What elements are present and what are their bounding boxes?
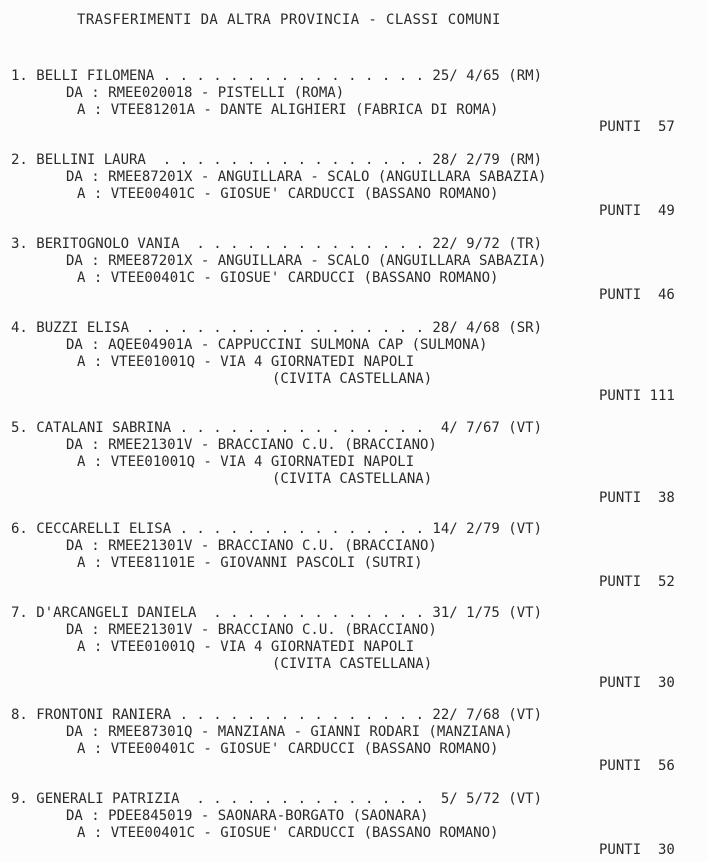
- entry-5-to-continued: (CIVITA CASTELLANA): [272, 471, 433, 487]
- entry-1-header: 1. BELLI FILOMENA . . . . . . . . . . . . . . . . 25/ 4/65 (RM): [11, 68, 543, 84]
- entry-6-points: PUNTI 52: [599, 574, 675, 590]
- entry-8-to: A : VTEE00401C - GIOSUE' CARDUCCI (BASSANO ROMANO): [77, 741, 499, 757]
- entry-5-header: 5. CATALANI SABRINA . . . . . . . . . . . . . . . 4/ 7/67 (VT): [11, 420, 543, 436]
- entry-9-from: DA : PDEE845019 - SAONARA-BORGATO (SAONARA): [66, 808, 429, 824]
- entry-8-points: PUNTI 56: [599, 758, 675, 774]
- entry-5-from: DA : RMEE21301V - BRACCIANO C.U. (BRACCIANO): [66, 437, 437, 453]
- entry-6-header: 6. CECCARELLI ELISA . . . . . . . . . . . . . . . 14/ 2/79 (VT): [11, 521, 543, 537]
- entry-3-header: 3. BERITOGNOLO VANIA . . . . . . . . . . . . . . 22/ 9/72 (TR): [11, 236, 543, 252]
- entry-4-to: A : VTEE01001Q - VIA 4 GIORNATEDI NAPOLI: [77, 354, 415, 370]
- entry-7-to-continued: (CIVITA CASTELLANA): [272, 656, 433, 672]
- entry-9-to: A : VTEE00401C - GIOSUE' CARDUCCI (BASSANO ROMANO): [77, 825, 499, 841]
- page-title: TRASFERIMENTI DA ALTRA PROVINCIA - CLASSI COMUNI: [77, 12, 501, 28]
- entry-9-points: PUNTI 30: [599, 842, 675, 858]
- entry-2-to: A : VTEE00401C - GIOSUE' CARDUCCI (BASSANO ROMANO): [77, 186, 499, 202]
- entry-7-header: 7. D'ARCANGELI DANIELA . . . . . . . . . . . . . 31/ 1/75 (VT): [11, 605, 543, 621]
- entry-5-points: PUNTI 38: [599, 490, 675, 506]
- entry-2-points: PUNTI 49: [599, 203, 675, 219]
- entry-3-points: PUNTI 46: [599, 287, 675, 303]
- entry-1-points: PUNTI 57: [599, 119, 675, 135]
- entry-4-points: PUNTI 111: [599, 388, 675, 404]
- entry-6-from: DA : RMEE21301V - BRACCIANO C.U. (BRACCIANO): [66, 538, 437, 554]
- entry-1-from: DA : RMEE020018 - PISTELLI (ROMA): [66, 85, 345, 101]
- entry-4-from: DA : AQEE04901A - CAPPUCCINI SULMONA CAP (SULMONA): [66, 337, 488, 353]
- entry-7-to: A : VTEE01001Q - VIA 4 GIORNATEDI NAPOLI: [77, 639, 415, 655]
- entry-8-header: 8. FRONTONI RANIERA . . . . . . . . . . . . . . . 22/ 7/68 (VT): [11, 707, 543, 723]
- entry-3-from: DA : RMEE87201X - ANGUILLARA - SCALO (ANGUILLARA SABAZIA): [66, 253, 547, 269]
- entry-6-to: A : VTEE81101E - GIOVANNI PASCOLI (SUTRI): [77, 555, 423, 571]
- entry-4-header: 4. BUZZI ELISA . . . . . . . . . . . . . . . . . 28/ 4/68 (SR): [11, 320, 543, 336]
- entry-4-to-continued: (CIVITA CASTELLANA): [272, 371, 433, 387]
- entry-7-points: PUNTI 30: [599, 675, 675, 691]
- entry-2-from: DA : RMEE87201X - ANGUILLARA - SCALO (ANGUILLARA SABAZIA): [66, 169, 547, 185]
- entry-3-to: A : VTEE00401C - GIOSUE' CARDUCCI (BASSANO ROMANO): [77, 270, 499, 286]
- entry-2-header: 2. BELLINI LAURA . . . . . . . . . . . . . . . . 28/ 2/79 (RM): [11, 152, 543, 168]
- entry-5-to: A : VTEE01001Q - VIA 4 GIORNATEDI NAPOLI: [77, 454, 415, 470]
- entry-1-to: A : VTEE81201A - DANTE ALIGHIERI (FABRICA DI ROMA): [77, 102, 499, 118]
- entry-7-from: DA : RMEE21301V - BRACCIANO C.U. (BRACCIANO): [66, 622, 437, 638]
- entry-8-from: DA : RMEE87301Q - MANZIANA - GIANNI RODARI (MANZIANA): [66, 724, 513, 740]
- entry-9-header: 9. GENERALI PATRIZIA . . . . . . . . . . . . . . 5/ 5/72 (VT): [11, 791, 543, 807]
